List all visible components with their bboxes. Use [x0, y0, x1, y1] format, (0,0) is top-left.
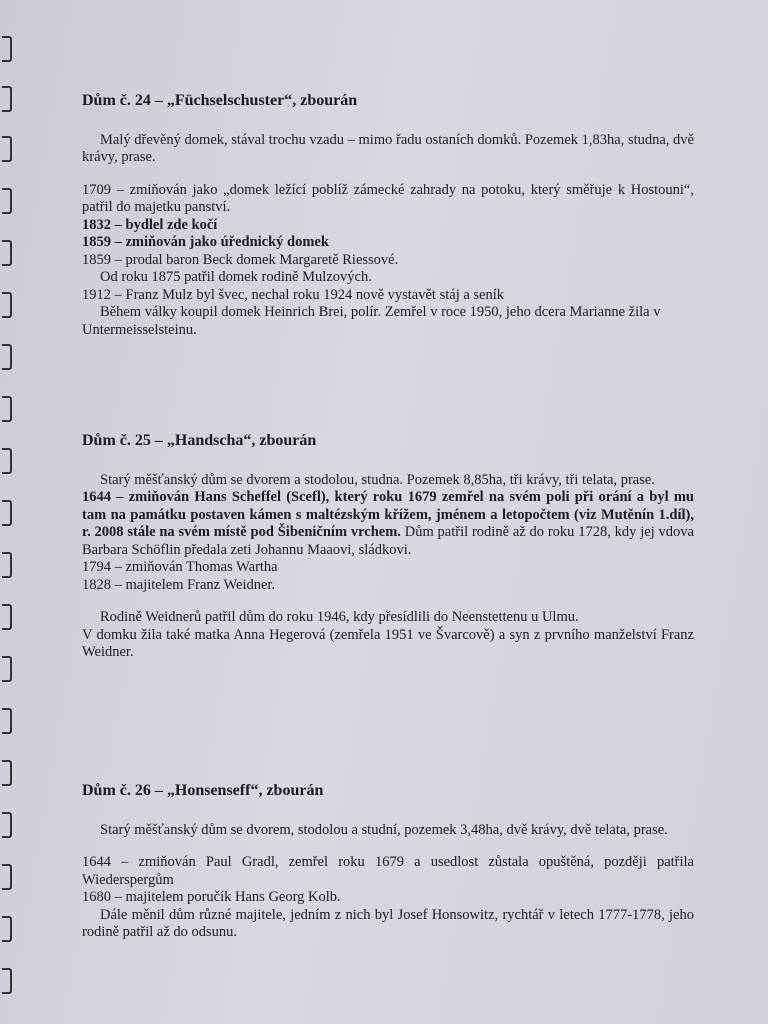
history-entry-rest: Dům patřil rodině až do roku 1728, kdy jej vdova Barbara Schöflin předala zeti Johannu Maaovi, sládkovi. — [82, 524, 694, 558]
section-intro: Starý měšťanský dům se dvorem, stodolou a studní, pozemek 3,48ha, dvě krávy, dvě telata, prase. — [100, 821, 668, 838]
section-house-26 — [82, 782, 694, 942]
binding-ring — [2, 760, 12, 786]
binding-ring — [2, 916, 12, 942]
history-entry: 1859 – zmiňován jako úřednický domek — [82, 234, 329, 250]
history-entry: Rodině Weidnerů patřil dům do roku 1946, kdy přesídlili do Neenstettenu u Ulmu. — [100, 609, 579, 625]
history-entry: 1912 – Franz Mulz byl švec, nechal roku 1924 nově vystavět stáj a seník — [82, 286, 505, 303]
binding-ring — [2, 552, 12, 578]
binding-ring — [2, 708, 12, 734]
binding-ring — [2, 292, 12, 318]
section-intro: Malý dřevěný domek, stával trochu vzadu – mimo řadu ostaních domků. Pozemek 1,83ha, studna, dvě krávy, prase. — [82, 131, 694, 165]
history-entry: 1680 – majitelem poručík Hans Georg Kolb. — [82, 889, 341, 905]
binding-ring — [2, 864, 12, 890]
binding-ring — [2, 344, 12, 370]
section-heading: Dům č. 26 – „Honsenseff“, zbourán — [82, 782, 324, 799]
history-entry: V domku žila také matka Anna Hegerová (zemřela 1951 ve Švarcově) a syn z prvního manželství Franz Weidner. — [82, 626, 694, 660]
history-entry: 1794 – zmiňován Thomas Wartha — [82, 559, 278, 575]
history-entry: 1644 – zmiňován Paul Gradl, zemřel roku 1679 a usedlost zůstala opuštěná, později patřila Wiederspergům — [82, 854, 694, 888]
history-entry — [82, 489, 694, 559]
history-entry: 1709 – zmiňován jako „domek ležící poblíž zámecké zahrady na potoku, který směřuje k Hostouni“, patřil do majetku panství. — [82, 181, 694, 215]
history-entry: 1828 – majitelem Franz Weidner. — [82, 576, 276, 593]
binding-ring — [2, 396, 12, 422]
binding-ring — [2, 500, 12, 526]
binding-ring — [2, 188, 12, 214]
binding-ring — [2, 240, 12, 266]
history-entry-bold: 1644 – zmiňován Hans Scheffel (Scefl), který roku 1679 zemřel na svém poli při orání a byl mu tam na památku postaven kámen s maltézským křížem, jménem a letopočtem (viz Mutěnín 1.díl), r. 2008 stále na svém místě pod Šibeničním vrchem. — [82, 489, 694, 540]
binding-ring — [2, 136, 12, 162]
history-entry: Od roku 1875 patřil domek rodině Mulzových. — [100, 269, 372, 285]
section-heading: Dům č. 24 – „Füchselschuster“, zbourán — [82, 92, 358, 109]
section-intro: Starý měšťanský dům se dvorem a stodolou, studna. Pozemek 8,85ha, tři krávy, tři telata, prase. — [100, 471, 655, 488]
binding-ring — [2, 656, 12, 682]
history-entry: Během války koupil domek Heinrich Brei, polír. Zemřel v roce 1950, jeho dcera Marianne žila v Untermeisselsteinu. — [82, 304, 661, 338]
binding-ring — [2, 968, 12, 994]
history-entry: Dále měnil dům různé majitele, jedním z nich byl Josef Honsowitz, rychtář v letech 1777-1778, jeho rodině patřil až do odsunu. — [82, 906, 694, 940]
section-house-25 — [82, 432, 694, 662]
binding-ring — [2, 448, 12, 474]
binding-ring — [2, 812, 12, 838]
binding-ring — [2, 604, 12, 630]
spiral-binding — [0, 0, 14, 1024]
binding-ring — [2, 36, 12, 62]
section-heading: Dům č. 25 – „Handscha“, zbourán — [82, 432, 317, 449]
history-entry: 1832 – bydlel zde kočí — [82, 216, 218, 233]
binding-ring — [2, 86, 12, 112]
section-house-24 — [82, 92, 694, 339]
history-entry: 1859 – prodal baron Beck domek Margaretě Riessové. — [82, 251, 399, 268]
